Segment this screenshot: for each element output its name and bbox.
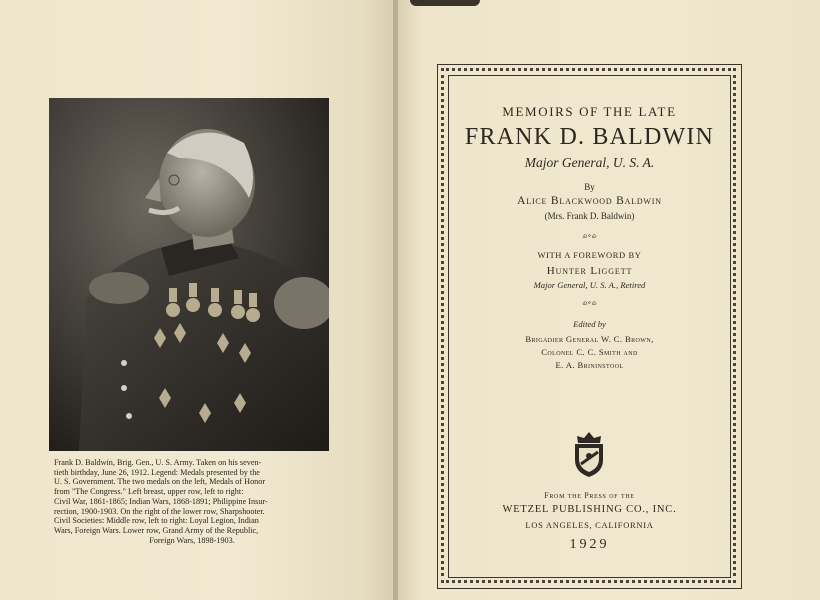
author-name: Alice Blackwood Baldwin [517,195,662,207]
author-note: (Mrs. Frank D. Baldwin) [544,211,635,221]
foreword-label: WITH A FOREWORD BY [537,250,642,260]
foreword-author: Hunter Liggett [546,265,633,277]
photo-caption [54,458,330,545]
caption-line: U. S. Government. The two medals on the left, Medals of Honor [54,477,266,487]
portrait-photo [49,98,329,451]
press-line: From the Press of the [544,491,635,500]
title-rank: Major General, U. S. A. [524,155,655,170]
book-title: FRANK D. BALDWIN [464,124,715,150]
edited-by-label: Edited by [573,319,606,329]
subtitle-memoirs: MEMOIRS OF THE LATE [502,104,677,119]
editor-line: E. A. Brininstool [555,360,624,370]
publication-year: 1929 [569,537,610,552]
by-label: By [584,182,595,192]
editor-line: Brigadier General W. C. Brown, [525,334,654,344]
caption-line: Civil Societies: Middle row, left to right: Loyal Legion, Indian [54,516,259,526]
publisher-city: LOS ANGELES, CALIFORNIA [525,520,654,530]
caption-line: rection, 1900-1903. On the right of the lower row, Sharpshooter. [54,506,265,516]
caption-line: Wars, Foreign Wars. Lower row, Grand Army of the Republic, [54,525,259,535]
caption-line: Frank D. Baldwin, Brig. Gen., U. S. Army. Taken on his seven- [54,458,262,467]
caption-line: tieth birthday, June 26, 1912. Legend: Medals presented by the [54,467,260,477]
ornament-icon: ௰∘௰ [582,298,597,307]
publisher-emblem-icon [570,430,608,478]
caption-line: Civil War, 1861-1865; Indian Wars, 1868-1891; Philippine Insur- [54,496,268,506]
page-shadow [410,0,480,6]
caption-line: from "The Congress." Left breast, upper row, left to right: [54,487,244,497]
ornament-icon: ௰∘௰ [582,231,597,240]
publisher-name: WETZEL PUBLISHING CO., INC. [502,504,677,515]
book-gutter [393,0,398,600]
caption-line: Foreign Wars, 1898-1903. [149,535,235,545]
foreword-rank: Major General, U. S. A., Retired [533,280,646,290]
editor-line: Colonel C. C. Smith and [541,347,638,357]
